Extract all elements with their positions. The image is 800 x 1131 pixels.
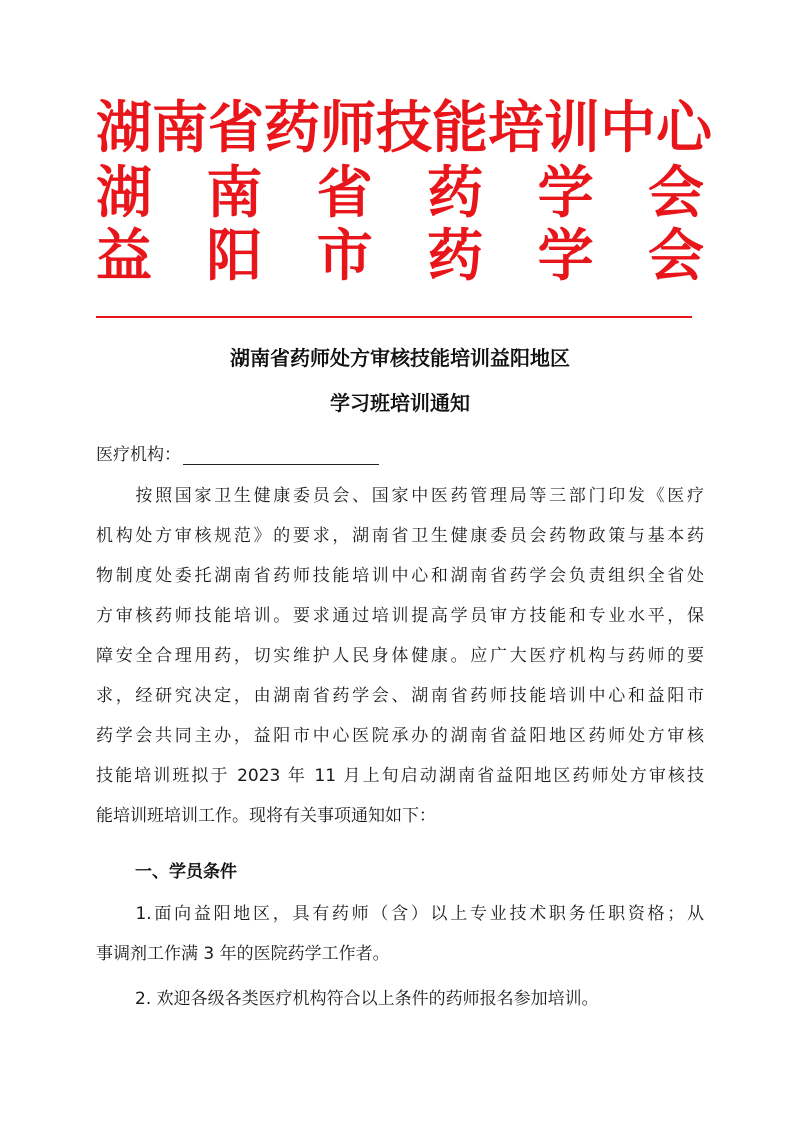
- header-char: 南: [206, 161, 263, 226]
- org-header-line-3: [96, 221, 704, 293]
- text-line: 物制度处委托湖南省药师技能培训中心和湖南省药学会负责组织全省处: [96, 566, 704, 586]
- header-char: 会: [647, 161, 704, 226]
- header-char: 培: [488, 96, 544, 161]
- header-char: 药: [264, 96, 320, 161]
- header-char: 学: [537, 161, 594, 226]
- notice-title-line-1: 湖南省药师处方审核技能培训益阳地区: [230, 346, 570, 370]
- section-heading-trainee-requirements: 一、学员条件: [135, 862, 237, 882]
- header-char: 中: [600, 96, 656, 161]
- header-char: 能: [432, 96, 488, 161]
- text-line: 方审核药师技能培训。要求通过培训提高学员审方技能和专业水平，保: [96, 606, 704, 626]
- text-line: 技能培训班拟于 2023 年 11 月上旬启动湖南省益阳地区药师处方审核技: [96, 766, 704, 786]
- text-line: 求，经研究决定，由湖南省药学会、湖南省药师技能培训中心和益阳市: [96, 686, 704, 706]
- recipient-label: 医疗机构：: [96, 445, 181, 465]
- header-char: 会: [647, 224, 704, 289]
- header-char: 心: [656, 96, 712, 161]
- header-char: 学: [537, 224, 594, 289]
- header-char: 市: [316, 224, 373, 289]
- header-char: 益: [96, 224, 152, 289]
- header-divider: [96, 316, 692, 318]
- org-header-line-1: [96, 93, 712, 165]
- requirement-item-2: 2. 欢迎各级各类医疗机构符合以上条件的药师报名参加培训。: [135, 989, 599, 1009]
- text-line: 药学会共同主办，益阳市中心医院承办的湖南省益阳地区药师处方审核: [96, 726, 704, 746]
- header-char: 师: [320, 96, 376, 161]
- header-char: 药: [427, 161, 484, 226]
- header-char: 湖: [96, 96, 152, 161]
- header-char: 训: [544, 96, 600, 161]
- header-char: 省: [208, 96, 264, 161]
- header-char: 南: [152, 96, 208, 161]
- text-line: 机构处方审核规范》的要求，湖南省卫生健康委员会药物政策与基本药: [96, 526, 704, 546]
- notice-title-line-2: 学习班培训通知: [330, 391, 470, 415]
- text-line: 按照国家卫生健康委员会、国家中医药管理局等三部门印发《医疗: [96, 486, 704, 506]
- header-char: 省: [316, 161, 373, 226]
- text-line: 障安全合理用药，切实维护人民身体健康。应广大医疗机构与药师的要: [96, 646, 704, 666]
- org-header-line-2: [96, 158, 704, 230]
- requirement-item-1: [96, 894, 704, 974]
- recipient-line: [96, 440, 379, 465]
- body-paragraph: [96, 476, 704, 836]
- recipient-blank-field: [183, 444, 379, 465]
- text-line: 能培训班培训工作。现将有关事项通知如下：: [96, 806, 436, 826]
- header-char: 湖: [96, 161, 152, 226]
- text-line: 1.面向益阳地区，具有药师（含）以上专业技术职务任职资格；从: [96, 904, 704, 924]
- text-line: 事调剂工作满 3 年的医院药学工作者。: [96, 944, 390, 964]
- header-char: 技: [376, 96, 432, 161]
- header-char: 阳: [206, 224, 263, 289]
- header-char: 药: [427, 224, 484, 289]
